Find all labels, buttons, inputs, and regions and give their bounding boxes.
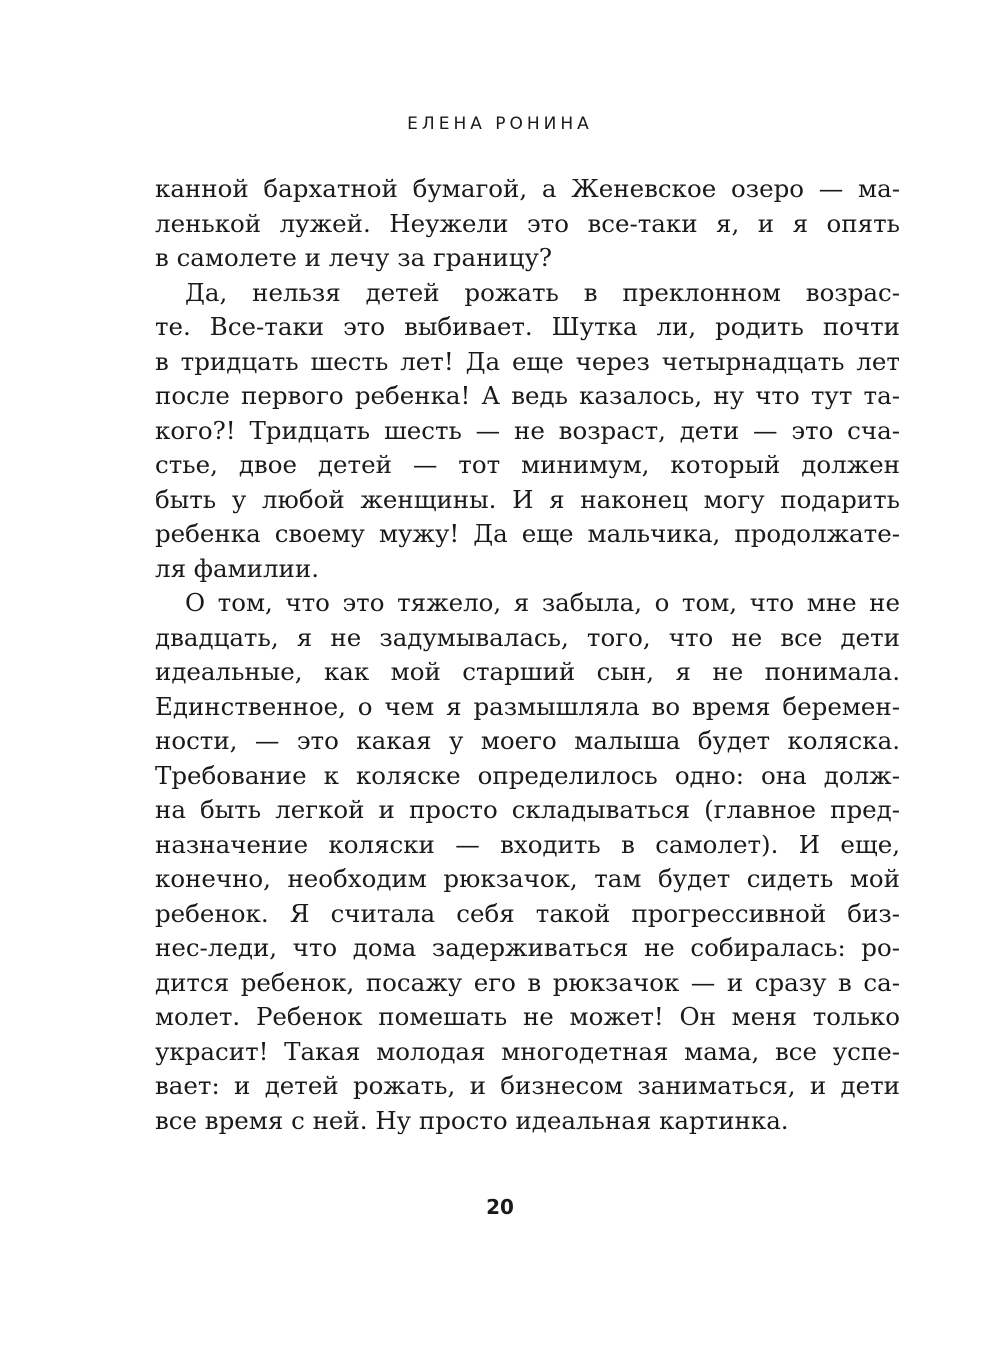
text-line: кого?! Тридцать шесть — не возраст, дети — это сча- [155,415,900,445]
text-line: в тридцать шесть лет! Да еще через четырнадцать лет [155,346,900,376]
text-line: быть у любой женщины. И я наконец могу подарить [155,484,900,514]
page-number: 20 [486,1195,514,1219]
text-line: украсит! Такая молодая многодетная мама, все успе- [155,1036,900,1066]
text-line: на быть легкой и просто складываться (главное пред- [155,795,900,824]
text-line: идеальные, как мой старший сын, я не понимала. [155,657,900,686]
text-line: стье, двое детей — тот минимум, который должен [155,450,900,479]
text-line: ленькой лужей. Неужели это все-таки я, и я опять [155,208,900,238]
text-line: канной бархатной бумагой, а Женевское озеро — ма- [155,174,900,203]
text-line: двадцать, я не задумывалась, того, что не все дети [155,622,900,652]
paragraph-2 [155,276,900,587]
page-body-text [155,172,900,1138]
text-line: дится ребенок, посажу его в рюкзачок — и сразу в са- [155,967,900,997]
text-line: в самолете и лечу за границу? [155,243,553,272]
text-line: молет. Ребенок помешать не может! Он меня только [155,1002,900,1031]
paragraph-3 [155,586,900,1138]
text-line: нес-леди, что дома задерживаться не собиралась: ро- [155,933,900,962]
text-line: Требование к коляске определилось одно: она долж- [155,760,900,790]
running-head-author: ЕЛЕНА РОНИНА [407,114,593,134]
text-line: Единственное, о чем я размышляла во время беремен- [155,691,900,721]
text-line: ребенка своему мужу! Да еще мальчика, продолжате- [155,519,900,548]
text-line: О том, что это тяжело, я забыла, о том, что мне не [185,588,900,617]
text-line: после первого ребенка! А ведь казалось, ну что тут та- [155,381,900,410]
text-line: те. Все-таки это выбивает. Шутка ли, родить почти [155,312,900,341]
text-line: вает: и детей рожать, и бизнесом заниматься, и дети [155,1071,900,1100]
text-line: ля фамилии. [155,553,319,583]
text-line: все время с ней. Ну просто идеальная картинка. [155,1105,789,1135]
text-line: ребенок. Я считала себя такой прогрессивной биз- [155,898,900,928]
text-line: ности, — это какая у моего малыша будет коляска. [155,726,900,755]
text-line: Да, нельзя детей рожать в преклонном возрас- [185,277,900,307]
text-line: назначение коляски — входить в самолет). И еще, [155,829,900,859]
text-line: конечно, необходим рюкзачок, там будет сидеть мой [155,864,900,893]
paragraph-1 [155,172,900,276]
